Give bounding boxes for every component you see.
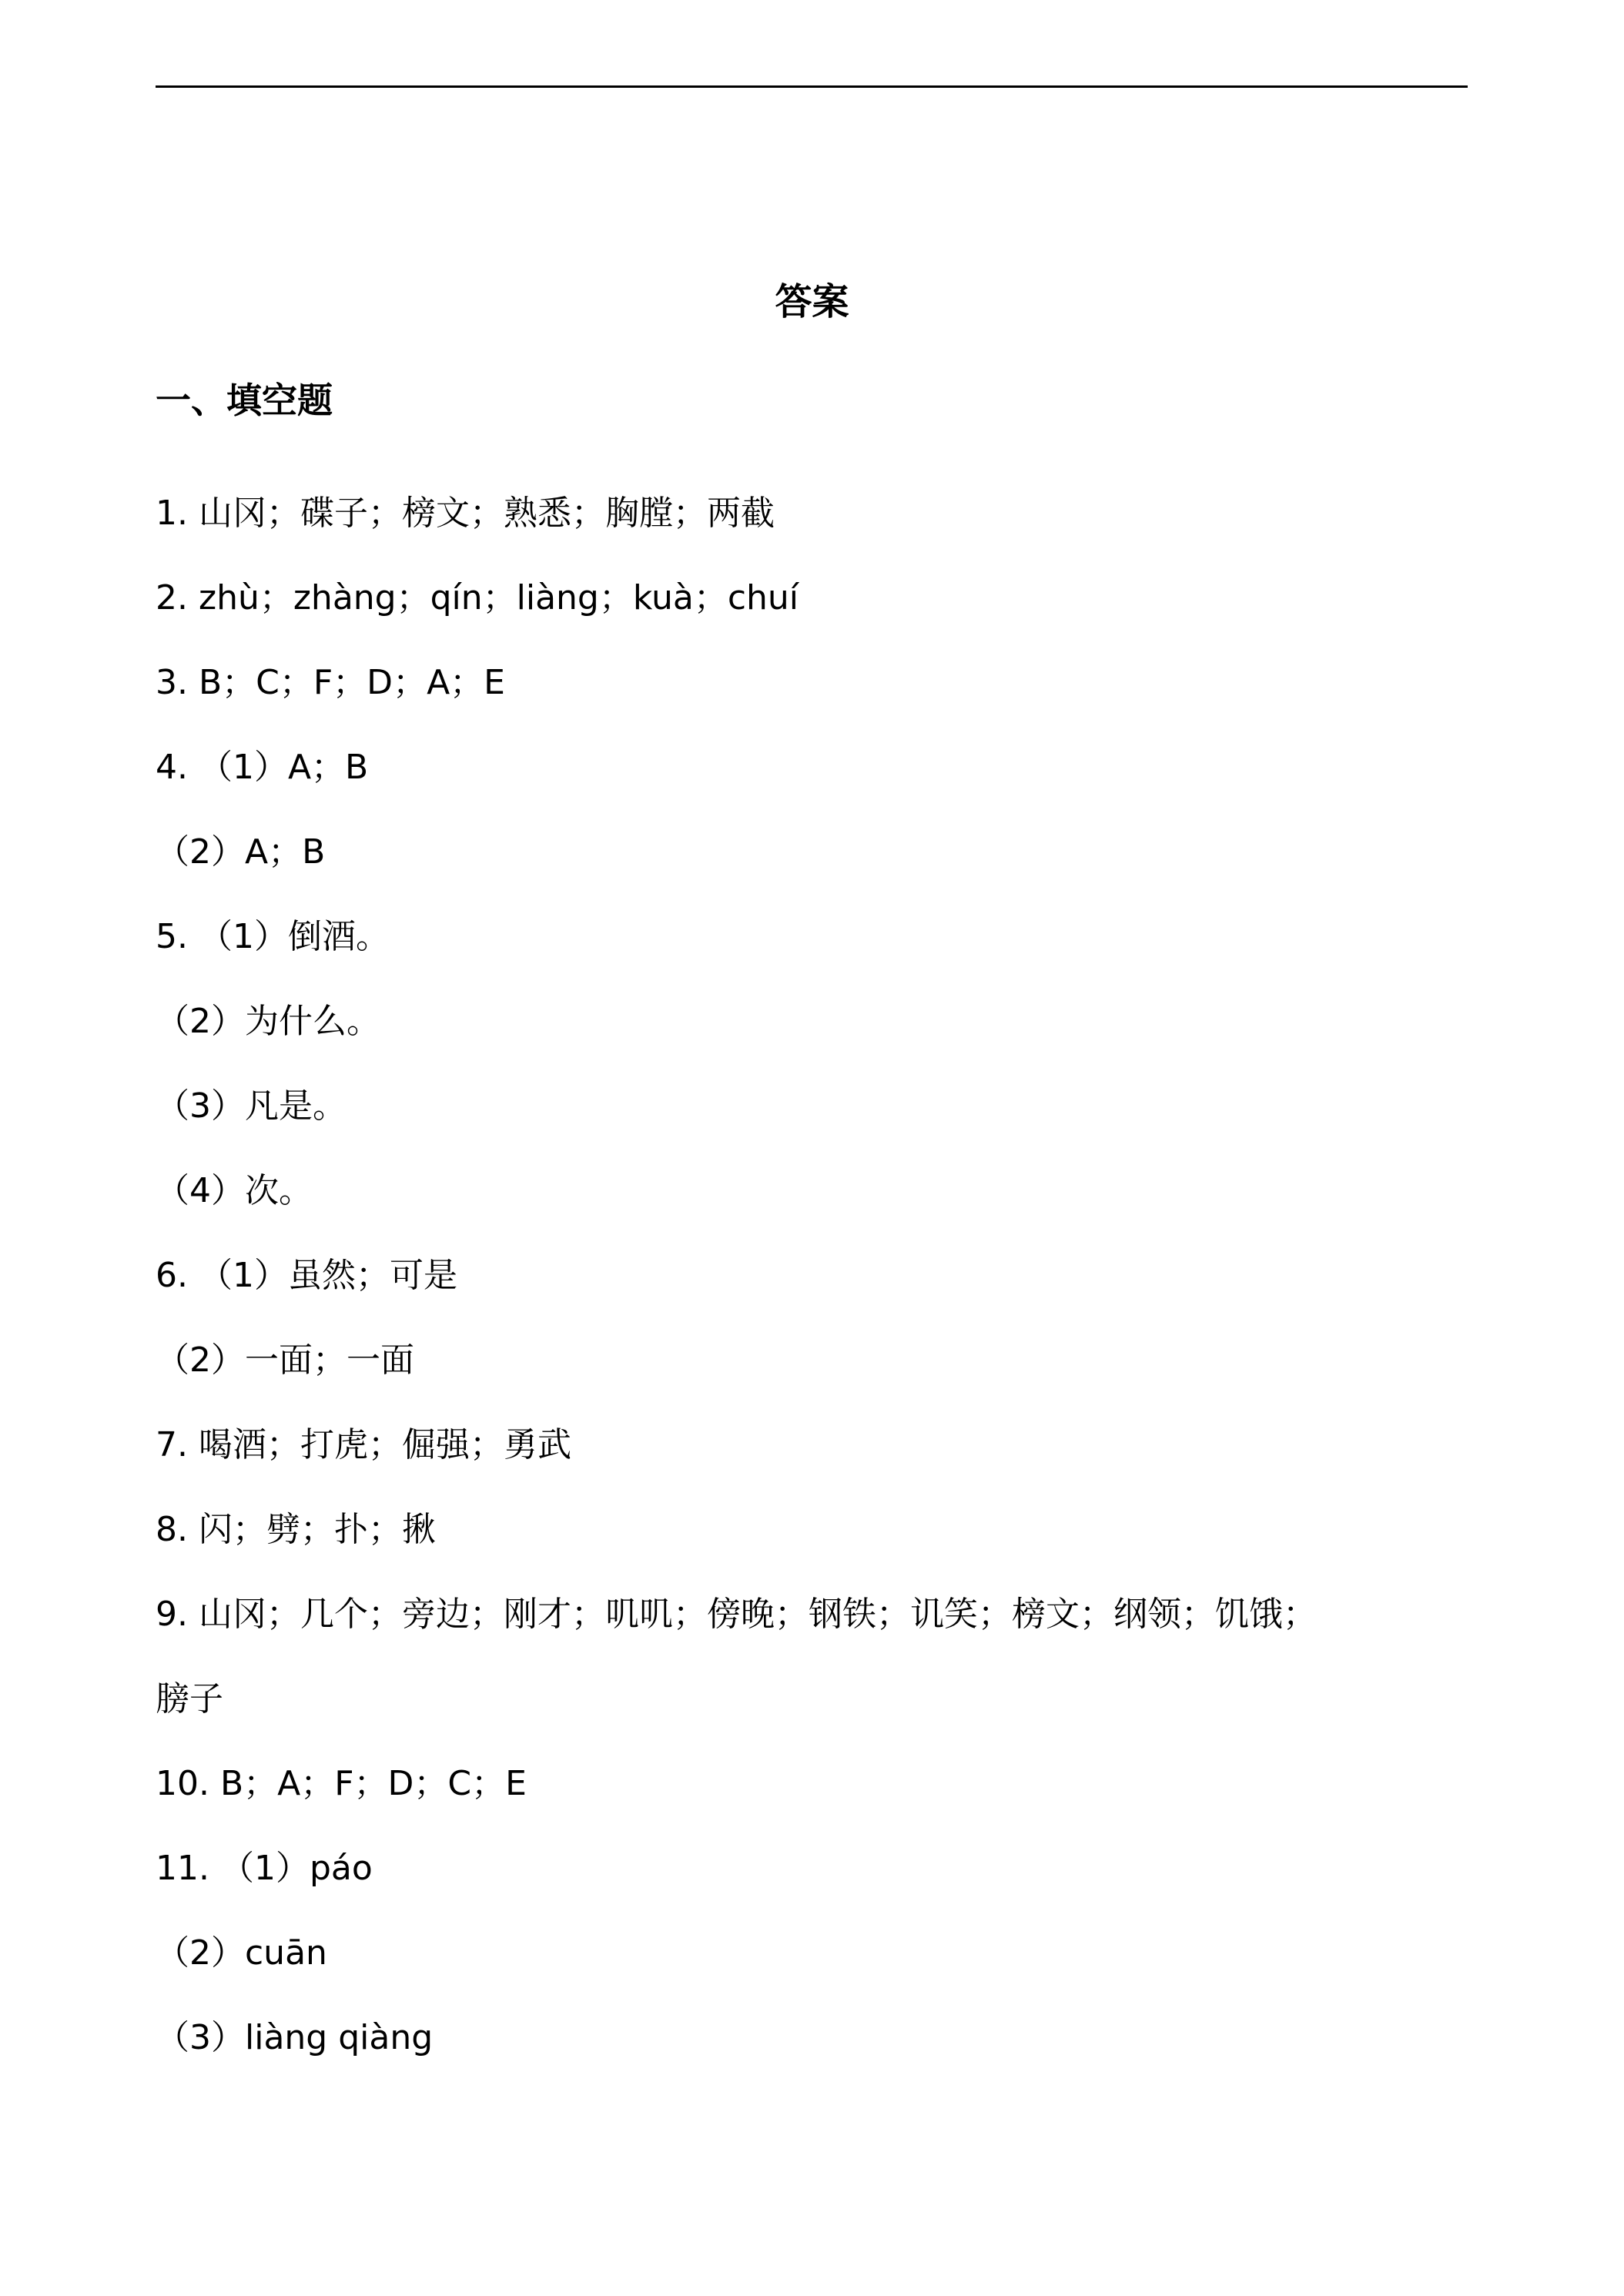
answer-line: 6. （1）虽然；可是 [156,1256,457,1295]
answer-line: 5. （1）倒酒。 [156,917,390,956]
answer-line: 9. 山冈；几个；旁边；刚才；叽叽；傍晚；钢铁；讥笑；榜文；纲领；饥饿； [156,1595,1317,1634]
answer-line: 10. B；A；F；D；C；E [156,1764,527,1803]
document-title: 答案 [775,280,849,323]
answer-line: （3）liàng qiàng [156,2018,434,2057]
answer-line: 11. （1）páo [156,1849,373,1888]
answer-line: （2）一面；一面 [156,1340,414,1380]
header-rule [156,85,1468,88]
answer-line: 膀子 [156,1679,223,1719]
answer-line: （2）cuān [156,1933,327,1973]
answer-line: 1. 山冈；碟子；榜文；熟悉；胸膛；两截 [156,494,775,533]
answer-line: 7. 喝酒；打虎；倔强；勇武 [156,1425,571,1464]
answer-line: 3. B；C；F；D；A；E [156,663,505,702]
answer-line: 8. 闪；劈；扑；揪 [156,1510,436,1549]
answer-list [156,471,1468,2080]
answer-line: （4）次。 [156,1171,313,1210]
answer-line: 2. zhù；zhàng；qín；liàng；kuà；chuí [156,578,799,618]
answer-line: （2）为什么。 [156,1002,380,1041]
answer-line: 4. （1）A；B [156,748,369,787]
section-heading: 一、填空题 [156,380,333,421]
answer-line: （2）A；B [156,832,326,872]
answer-line: （3）凡是。 [156,1086,347,1126]
